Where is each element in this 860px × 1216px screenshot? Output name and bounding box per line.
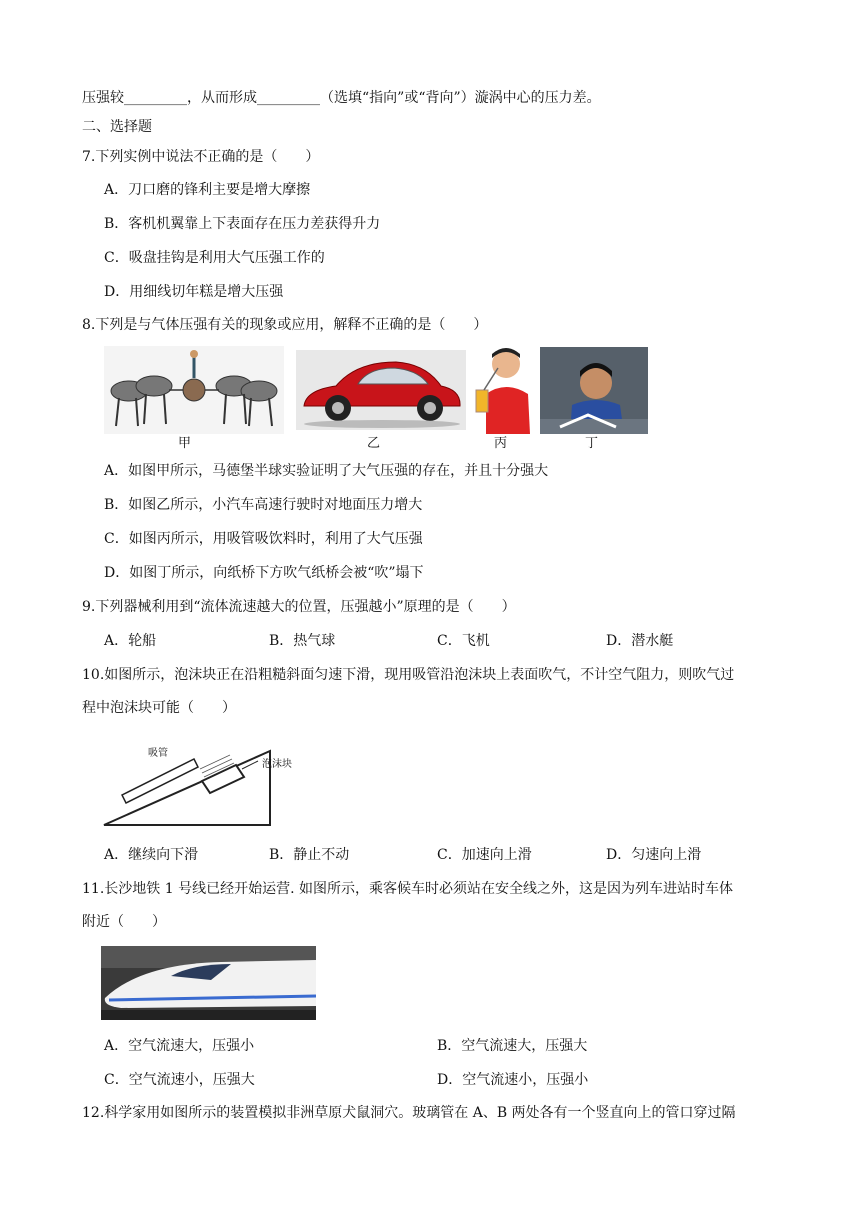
q7-option-c: C．吸盘挂钩是利用大气压强工作的 xyxy=(104,250,325,266)
q9-option-c: C．飞机 xyxy=(437,633,490,649)
q8-option-a: A．如图甲所示，马德堡半球实验证明了大气压强的存在，并且十分强大 xyxy=(104,463,549,479)
q10-option-c: C．加速向上滑 xyxy=(437,847,532,863)
q8-option-c: C．如图丙所示，用吸管吸饮料时，利用了大气压强 xyxy=(104,531,423,547)
high-speed-train-image xyxy=(101,946,316,1020)
q10-label-foam: 泡沫块 xyxy=(262,759,292,770)
q9-stem: 9.下列器械利用到“流体流速越大的位置，压强越小”原理的是（ ） xyxy=(82,599,516,615)
q10-label-straw: 吸管 xyxy=(148,748,168,759)
q11-stem-line1: 11.长沙地铁 1 号线已经开始运营. 如图所示，乘客候车时必须站在安全线之外，这是因为列车进站时车体 xyxy=(82,881,733,897)
q8-stem: 8.下列是与气体压强有关的现象或应用，解释不正确的是（ ） xyxy=(82,317,488,333)
q12-stem: 12.科学家用如图所示的装置模拟非洲草原犬鼠洞穴。玻璃管在 A、B 两处各有一个竖直向上的管口穿过隔 xyxy=(82,1105,736,1121)
q9-option-a: A．轮船 xyxy=(104,633,157,649)
q9-option-b: B．热气球 xyxy=(269,633,336,649)
magdeburg-hemispheres-image xyxy=(104,346,284,434)
boy-drinking-straw-image xyxy=(472,346,534,434)
q10-option-b: B．静止不动 xyxy=(269,847,350,863)
q10-stem-line1: 10.如图所示，泡沫块正在沿粗糙斜面匀速下滑，现用吸管沿泡沫块上表面吹气，不计空气阻力，则吹气过 xyxy=(82,667,735,683)
q11-option-c: C．空气流速小，压强大 xyxy=(104,1072,255,1088)
q11-option-a: A．空气流速大，压强小 xyxy=(104,1038,255,1054)
boy-blowing-paper-image xyxy=(540,347,648,434)
q7-stem: 7.下列实例中说法不正确的是（ ） xyxy=(82,149,320,165)
q8-option-b: B．如图乙所示，小汽车高速行驶时对地面压力增大 xyxy=(104,497,423,513)
q7-option-b: B．客机机翼靠上下表面存在压力差获得升力 xyxy=(104,216,381,232)
car-image xyxy=(296,350,466,430)
q8-caption-bing: 丙 xyxy=(494,436,508,451)
q10-stem-line2: 程中泡沫块可能（ ） xyxy=(82,700,236,716)
q11-stem-line2: 附近（ ） xyxy=(82,914,166,930)
q9-option-d: D．潜水艇 xyxy=(606,633,674,649)
q7-option-d: D．用细线切年糕是增大压强 xyxy=(104,284,284,300)
q7-option-a: A．刀口磨的锋利主要是增大摩擦 xyxy=(104,182,311,198)
q11-option-b: B．空气流速大，压强大 xyxy=(437,1038,588,1054)
q11-option-d: D．空气流速小，压强小 xyxy=(437,1072,589,1088)
intro-line: 压强较_________，从而形成_________（选填“指向”或“背向”）漩涡中心的压力差。 xyxy=(82,90,601,106)
q8-option-d: D．如图丁所示，向纸桥下方吹气纸桥会被“吹”塌下 xyxy=(104,565,424,581)
q10-option-d: D．匀速向上滑 xyxy=(606,847,702,863)
q10-option-a: A．继续向下滑 xyxy=(104,847,199,863)
q8-caption-yi: 乙 xyxy=(367,436,381,451)
q8-caption-ding: 丁 xyxy=(585,436,599,451)
q8-caption-jia: 甲 xyxy=(178,436,192,451)
section-title: 二、选择题 xyxy=(82,119,152,135)
